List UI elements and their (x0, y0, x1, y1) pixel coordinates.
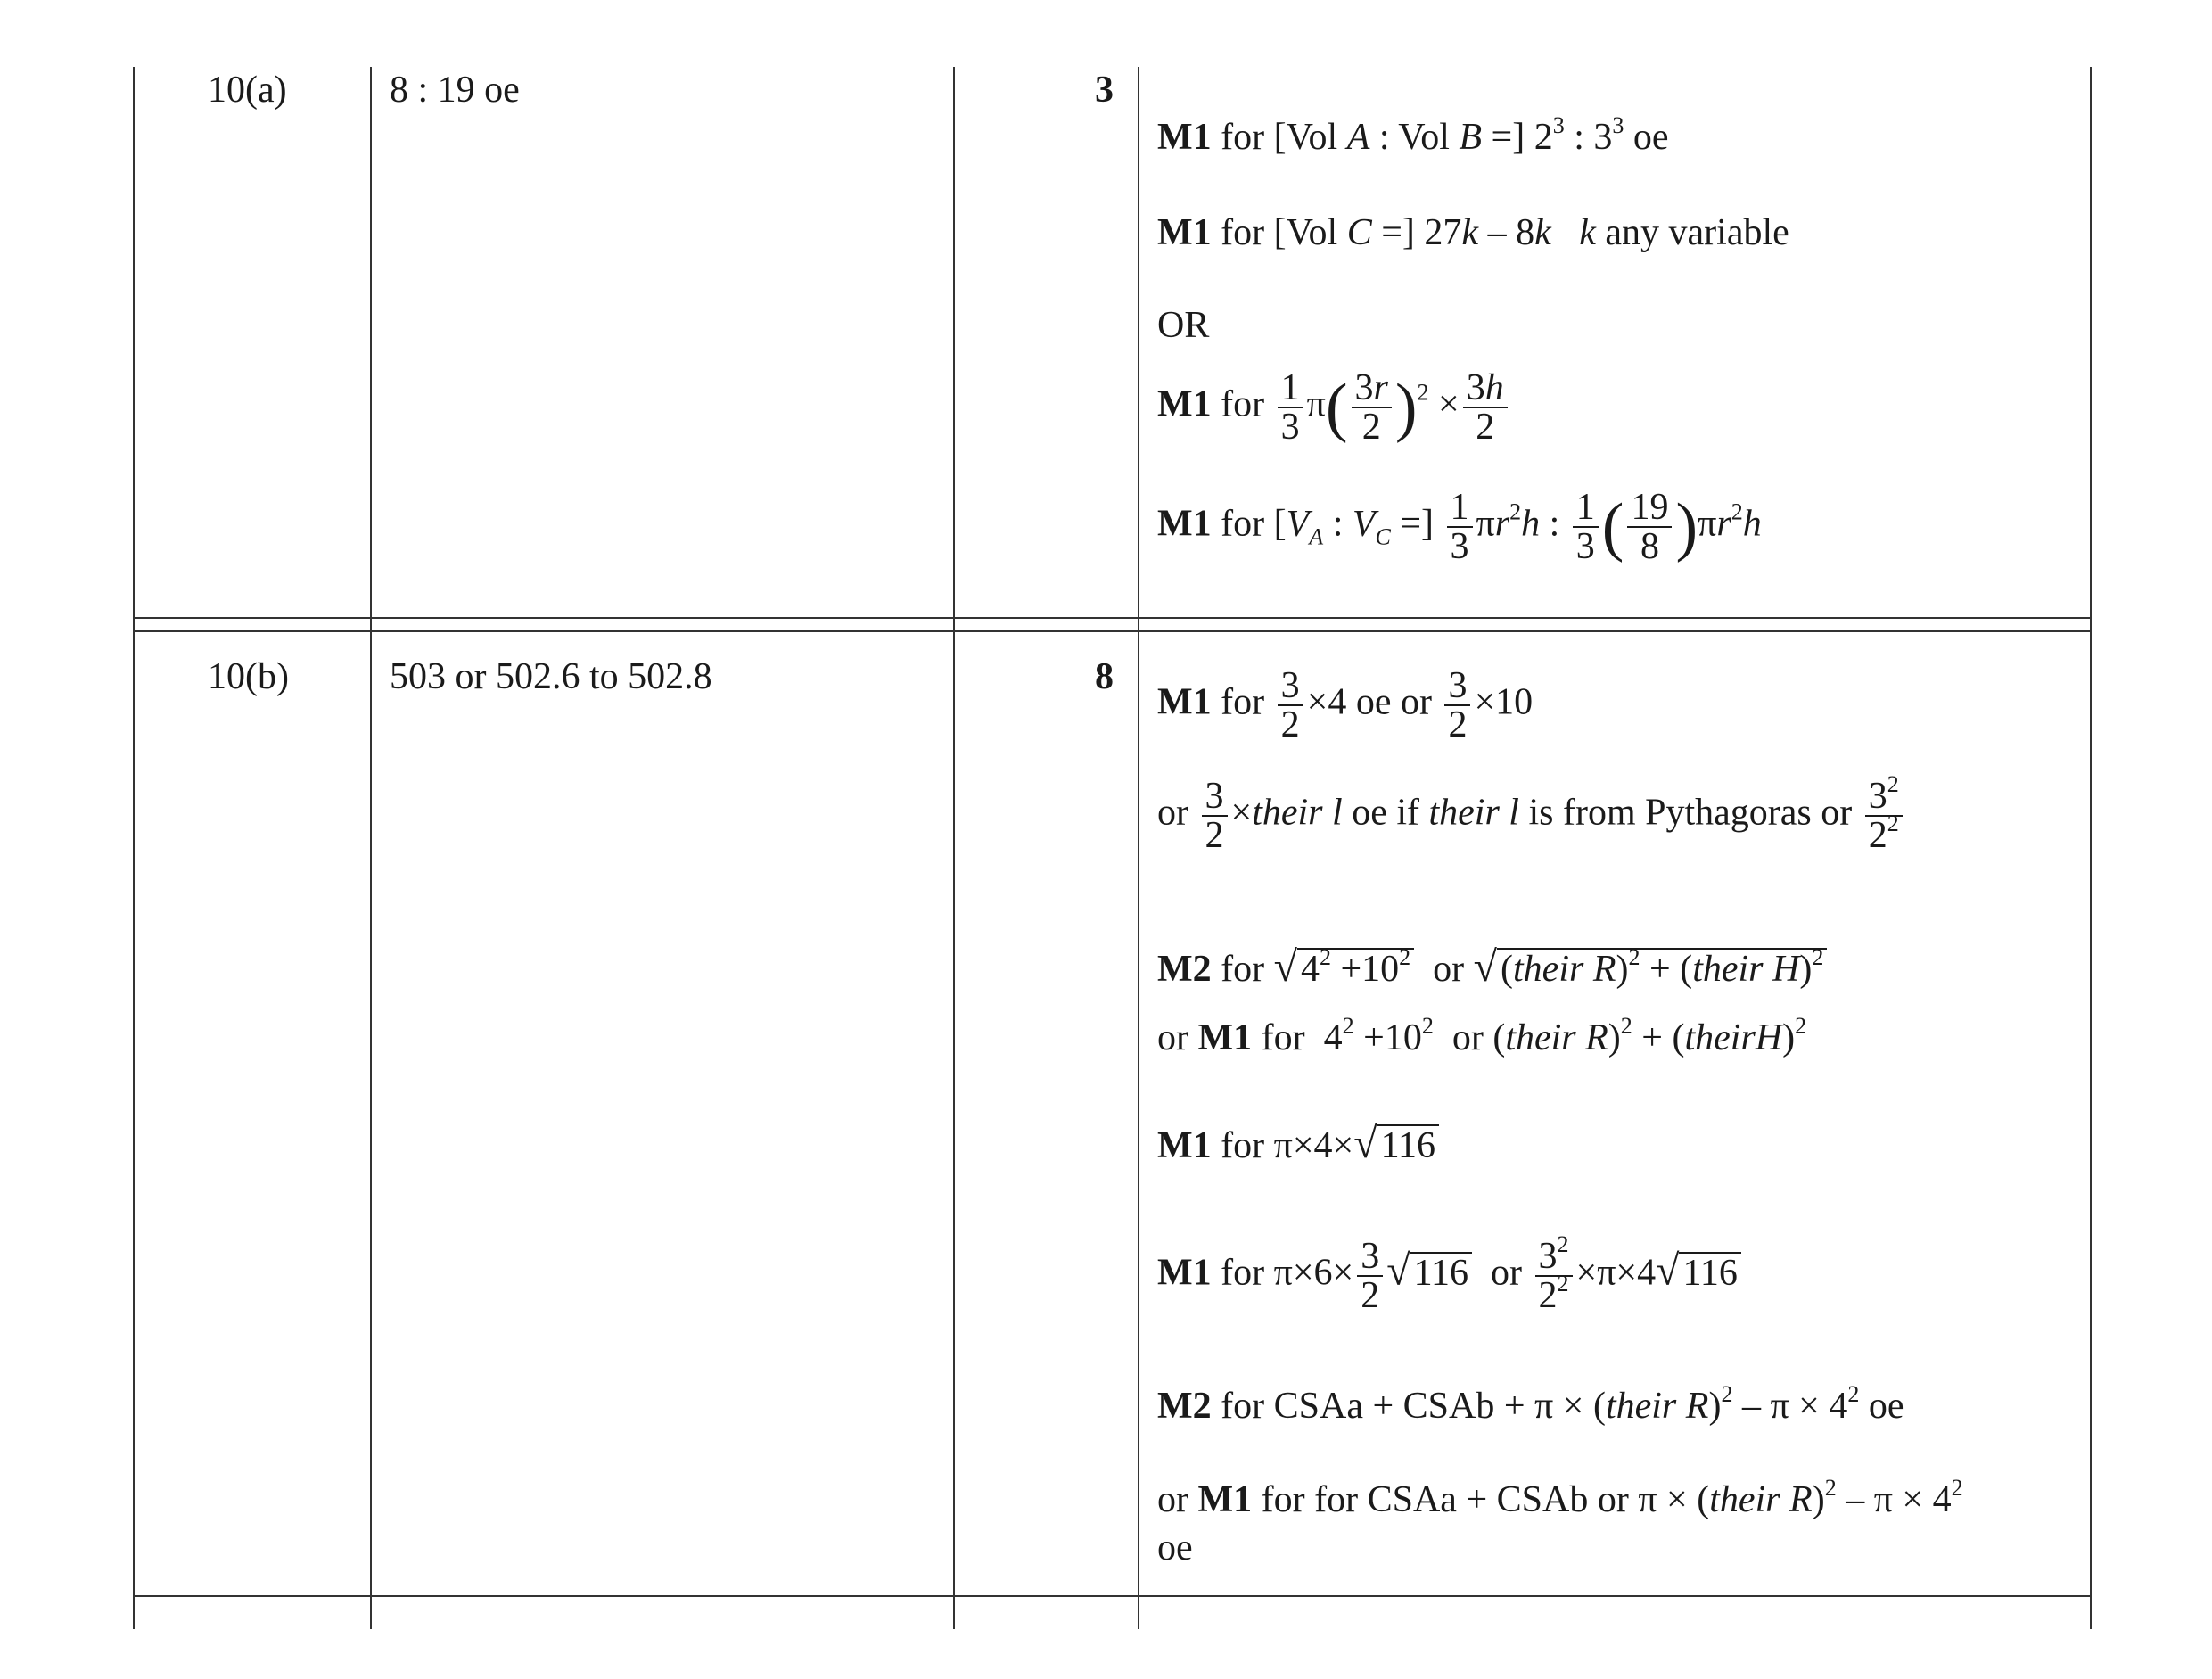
method-mark: M1 (1157, 212, 1212, 253)
method-mark: M2 (1157, 949, 1212, 990)
answer-text: 503 or 502.6 to 502.8 (390, 656, 712, 697)
or-text: OR (1157, 305, 1210, 346)
guidance-formula: M1 for $\frac{3}{2}$ ×4 oe or $\frac{3}{2}$ ×10 (1157, 665, 1534, 745)
question-number: 10(b) (208, 656, 289, 697)
for-text: for (1221, 1125, 1265, 1166)
column-divider-2 (953, 67, 955, 1629)
marks-value: 8 (1095, 656, 1114, 697)
answer-text: 8 : 19 oe (390, 70, 520, 111)
method-mark: M1 (1157, 681, 1212, 723)
column-divider-3 (1138, 67, 1139, 1629)
guidance-line: or M1 for for CSAa + CSAb or π × (their $R)^2 - \pi \times 4^2$ (1157, 1475, 1963, 1520)
guidance-formula: M1 for π×6× $\frac{3}{2}$ √116 or $\frac{3^2}{2^2}$ ×π×4√116 (1157, 1238, 1741, 1314)
for-text: for (1221, 117, 1265, 158)
for-text: for (1221, 681, 1265, 723)
table-bottom-line (133, 1595, 2091, 1597)
guidance-line: M1 for [Vol C =] 27k – 8k k any variable (1157, 212, 1789, 253)
guidance-formula: M2 for $√4^2 +10^2$ or √(their R)$^2$ + (their H)$^2$ (1157, 945, 1827, 992)
guidance-line: or M1 for $4^2 +10^2$ or (their R)$^2$ + (theirH)$^2$ (1157, 1013, 1807, 1058)
for-text: for (1221, 949, 1265, 990)
column-divider-1 (370, 67, 372, 1629)
oe-text: oe (1157, 1527, 1193, 1568)
for-text: for (1221, 503, 1265, 545)
for-text: for (1221, 212, 1265, 253)
method-mark: M1 (1157, 117, 1212, 158)
table-border-right (2090, 67, 2092, 1629)
guidance-line: M1 for [Vol A : Vol B =] $2^3$ : $3^3$ oe (1157, 112, 1669, 158)
for-text: for (1221, 383, 1265, 425)
guidance-formula: or $\frac{3}{2}$ ×their l oe if their l is from Pythagoras or $\frac{3^2}{2^2}$ (1157, 778, 1906, 854)
method-mark: M1 (1197, 1017, 1253, 1058)
for-text: for (1221, 1252, 1265, 1294)
method-mark: M1 (1157, 1252, 1212, 1294)
guidance-formula: M1 for [$V_A$ : $V_C$ =] $\frac{1}{3}$ $\pi r^2h$ : $\frac{1}{3}$ ( $\frac{19}{8}$ )$\pi r^2h$ (1157, 487, 1762, 567)
method-mark: M1 (1157, 383, 1212, 425)
method-mark: M1 (1157, 503, 1212, 545)
table-border-left (133, 67, 135, 1629)
guidance-formula: M1 for $\frac{1}{3}$ π( $\frac{3r}{2}$ )$^2$ × $\frac{3h}{2}$ (1157, 369, 1511, 446)
method-mark: M1 (1157, 1125, 1212, 1166)
method-mark: M1 (1197, 1479, 1253, 1520)
row-divider-bottom (133, 630, 2091, 632)
guidance-formula: M1 for π×4×√116 (1157, 1122, 1439, 1168)
question-number: 10(a) (208, 70, 287, 111)
guidance-line: M2 for CSAa + CSAb + π × (their $R)^2 - \pi \times 4^2$ oe (1157, 1381, 1904, 1427)
marks-value: 3 (1095, 70, 1114, 111)
method-mark: M2 (1157, 1386, 1212, 1427)
for-text: for (1221, 1386, 1265, 1427)
row-divider-top (133, 617, 2091, 619)
